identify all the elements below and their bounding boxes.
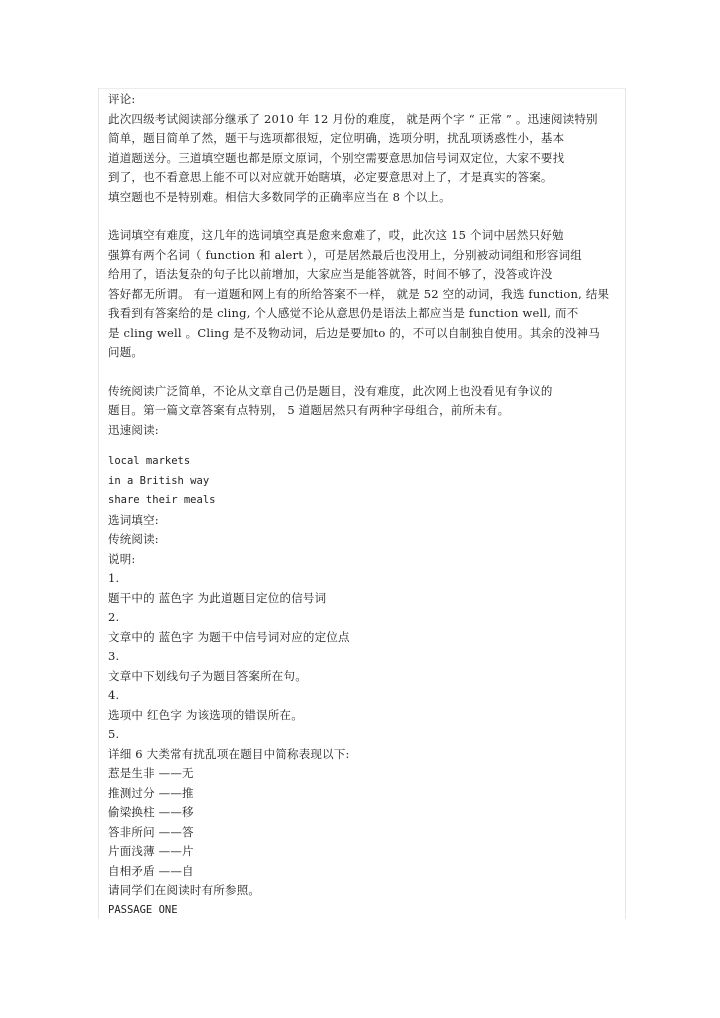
text-line: 5. xyxy=(108,727,120,741)
text-line: 问题。 xyxy=(108,345,144,359)
paragraph-careful-reading-review xyxy=(108,382,620,441)
text-line: 推测过分 ——推 xyxy=(108,785,194,800)
text-line: 传统阅读: xyxy=(108,532,159,546)
answer-line: local markets xyxy=(108,455,191,467)
text-line: 1. xyxy=(108,571,120,585)
text-line: 选词填空: xyxy=(108,512,159,527)
text-line: 请同学们在阅读时有所参照。 xyxy=(108,883,261,897)
text-line: 2. xyxy=(108,610,120,624)
text-line: 传统阅读广泛简单，不论从文章自己仍是题目，没有难度，此次网上也没看见有争议的 xyxy=(108,383,553,398)
text-line: 自相矛盾 ——自 xyxy=(108,863,194,878)
text-line: 强算有两个名词（ function 和 alert ），可是居然最后也没用上，分别被动词组和形容词组 xyxy=(108,247,582,262)
text-line: 题目。第一篇文章答案有点特别， 5 道题居然只有两种字母组合，前所未有。 xyxy=(108,403,510,417)
passage-one-label: PASSAGE ONE xyxy=(108,903,178,916)
text-line: 文章中的 蓝色字 为题干中信号词对应的定位点 xyxy=(108,629,350,644)
text-line: 我看到有答案给的是 cling, 个人感觉不论从意思仍是语法上都应当是 function well, 而不 xyxy=(108,306,579,320)
text-line: 惹是生非 ——无 xyxy=(108,766,194,780)
text-line: 3. xyxy=(108,649,120,663)
text-line: 此次四级考试阅读部分继承了 2010 年 12 月份的难度， 就是两个字 “ 正常 ” 。迅速阅读特别 xyxy=(108,111,598,126)
text-line: 偷梁换柱 ——移 xyxy=(108,805,194,819)
notes-section xyxy=(108,511,620,901)
text-line: 选词填空有难度，这几年的选词填空真是愈来愈难了，哎，此次这 15 个词中居然只好勉 xyxy=(108,228,564,242)
text-line: 说明: xyxy=(108,551,136,566)
text-line: 答好都无所谓。 有一道题和网上有的所给答案不一样， 就是 52 空的动词，我选 function, 结果 xyxy=(108,286,610,301)
text-line: 到了，也不看意思上能不可以对应就开始瞎填，必定要意思对上了，才是真实的答案。 xyxy=(108,170,553,184)
paragraph-word-bank-review xyxy=(108,226,620,363)
text-line: 片面浅薄 ——片 xyxy=(108,844,194,858)
fast-reading-answers xyxy=(108,452,620,511)
paragraph-fast-reading-review xyxy=(108,110,620,208)
text-line: 选项中 红色字 为该选项的错误所在。 xyxy=(108,707,303,722)
text-line: 答非所问 ——答 xyxy=(108,824,194,839)
text-line: 是 cling well 。Cling 是不及物动词，后边是要加to 的，不可以自制独自使用。其余的没神马 xyxy=(108,325,600,340)
text-line: 文章中下划线句子为题目答案所在句。 xyxy=(108,668,307,683)
answer-line: in a British way xyxy=(108,474,210,487)
text-line: 详细 6 大类常有扰乱项在题目中简称表现以下: xyxy=(108,746,350,761)
text-line: 道道题送分。三道填空题也都是原文原词，个别空需要意思加信号词双定位，大家不要找 xyxy=(108,150,565,165)
text-line: 简单，题目简单了然，题干与选项都很短，定位明确，选项分明，扰乱项诱惑性小，基本 xyxy=(108,131,565,145)
text-line: 迅速阅读: xyxy=(108,422,159,437)
text-line: 给用了，语法复杂的句子比以前增加，大家应当是能答就答，时间不够了，没答或许没 xyxy=(108,267,553,281)
text-line: 4. xyxy=(108,688,120,702)
text-line: 填空题也不是特别难。相信大多数同学的正确率应当在 8 个以上。 xyxy=(108,189,451,204)
document-body xyxy=(108,90,620,920)
comment-heading: 评论: xyxy=(108,92,136,106)
text-line: 题干中的 蓝色字 为此道题目定位的信号词 xyxy=(108,590,327,605)
answer-line: share their meals xyxy=(108,494,216,506)
